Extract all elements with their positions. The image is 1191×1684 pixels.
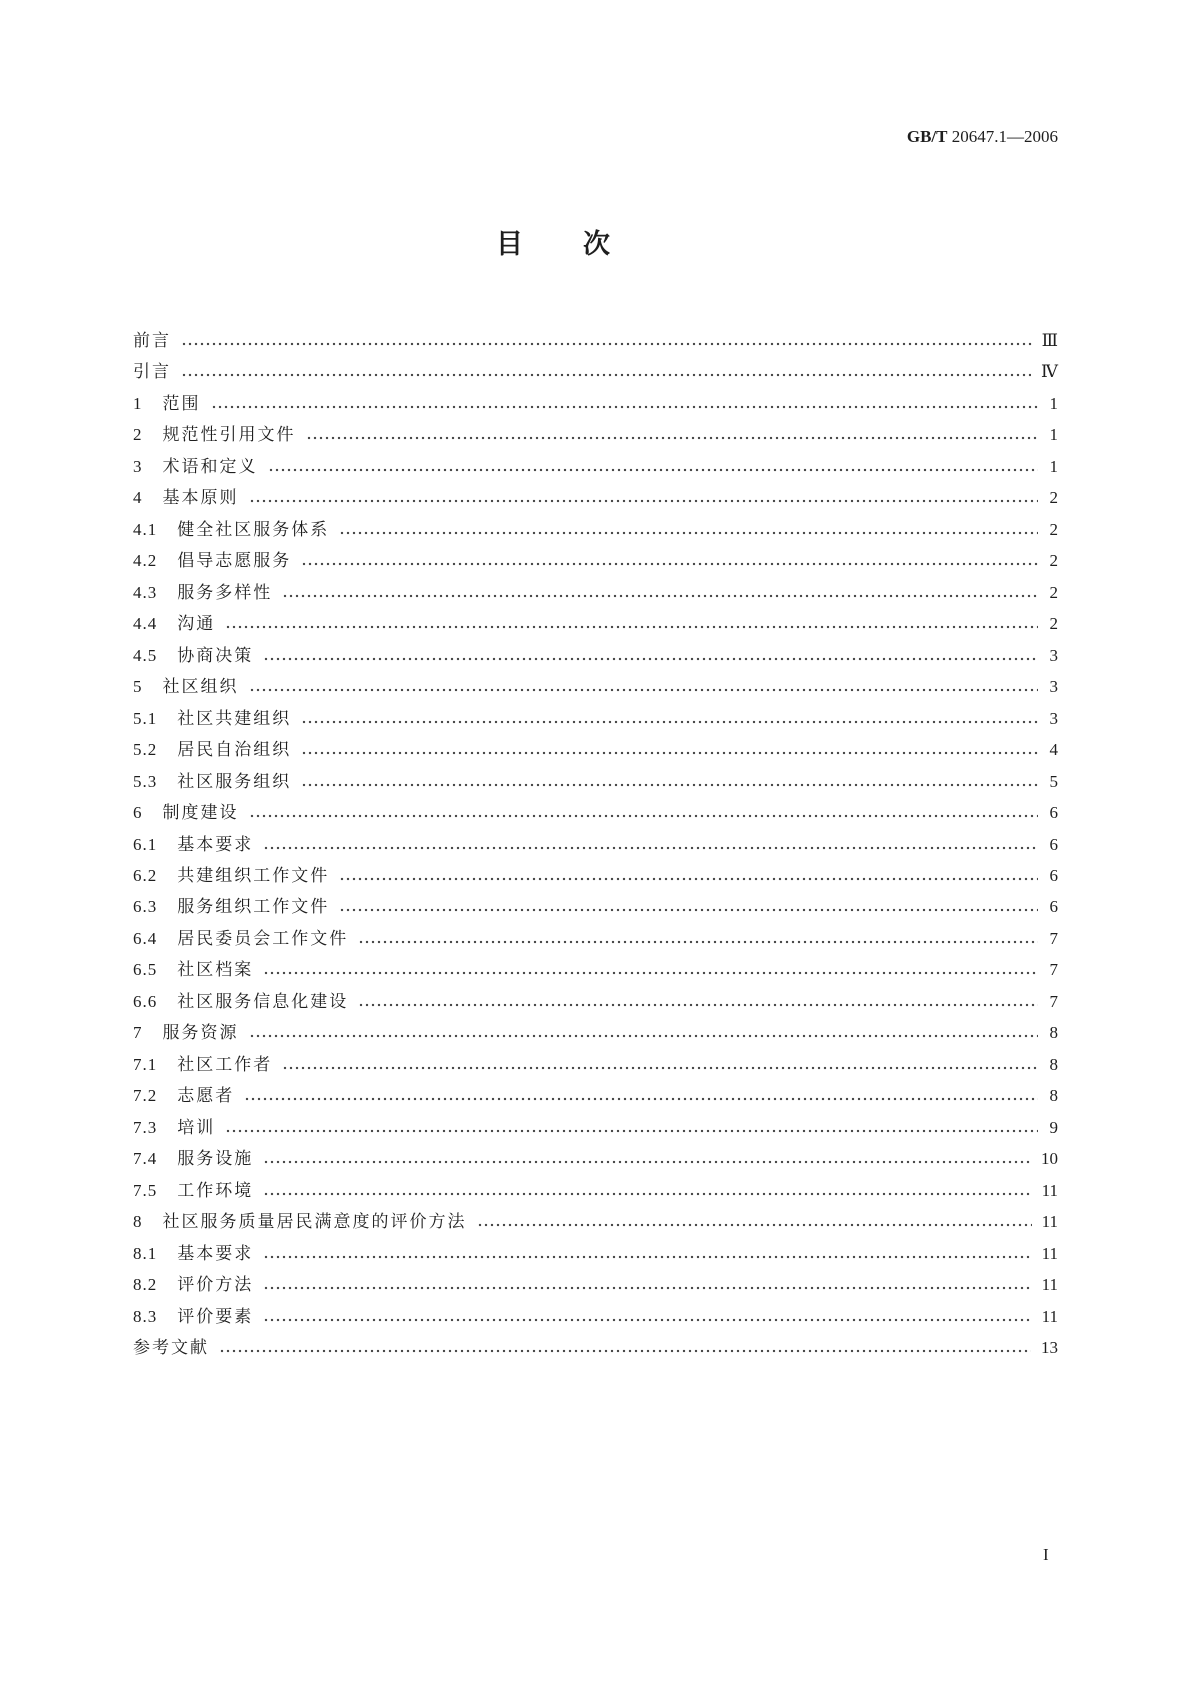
- toc-entry-page: 13: [1041, 1338, 1058, 1357]
- toc-entry-title: 规范性引用文件: [162, 425, 296, 445]
- toc-entry-page: 11: [1041, 1275, 1058, 1295]
- leader-dots: [225, 608, 1038, 639]
- leader-dots: [339, 514, 1038, 545]
- standard-code-number: 20647.1—2006: [947, 127, 1058, 146]
- toc-entry-page: 10: [1041, 1149, 1058, 1169]
- toc-entry: [133, 451, 1058, 482]
- toc-entry-number: 4.1: [133, 519, 158, 539]
- toc-entry-number: 7.1: [133, 1054, 158, 1074]
- toc-entry-title: 制度建设: [162, 803, 239, 823]
- toc-entry: [133, 829, 1058, 860]
- toc-entry-page: 11: [1041, 1180, 1058, 1200]
- toc-entry-page: 1: [1049, 393, 1058, 413]
- toc-entry: [133, 608, 1058, 639]
- toc-entry-page: 1: [1049, 456, 1058, 476]
- toc-entry-title: 共建组织工作文件: [177, 865, 330, 885]
- page-title-char: 目: [496, 229, 523, 260]
- toc-entry-page: 7: [1049, 928, 1058, 948]
- toc-entry-number: 4: [133, 488, 143, 508]
- leader-dots: [263, 829, 1038, 860]
- leader-dots: [181, 356, 1031, 387]
- toc-entry-page: Ⅲ: [1041, 331, 1058, 350]
- toc-entry-number: 6.2: [133, 865, 158, 885]
- toc-entry-title: 参考文献: [133, 1338, 209, 1357]
- toc-entry: [133, 1143, 1058, 1174]
- toc-entry: [133, 419, 1058, 450]
- toc-entry-title: 社区服务组织: [177, 771, 292, 791]
- toc-entry-title: 培训: [177, 1117, 216, 1137]
- toc-entry: [133, 1301, 1058, 1332]
- toc-entry-number: 6.1: [133, 834, 158, 854]
- toc-entry-title: 沟通: [177, 614, 216, 634]
- toc-entry: [133, 734, 1058, 765]
- toc-entry-number: 8: [133, 1212, 143, 1232]
- toc-entry-page: 6: [1049, 834, 1058, 854]
- toc-entry-number: 7.2: [133, 1086, 158, 1106]
- toc-entry: [133, 577, 1058, 608]
- leader-dots: [211, 388, 1039, 419]
- leader-dots: [282, 577, 1038, 608]
- toc-entry-title: 服务设施: [177, 1149, 254, 1169]
- toc-entry-page: 3: [1049, 708, 1058, 728]
- leader-dots: [249, 797, 1039, 828]
- leader-dots: [301, 703, 1038, 734]
- toc-entry-title: 服务组织工作文件: [177, 897, 330, 917]
- toc-entry-number: 8.1: [133, 1243, 158, 1263]
- leader-dots: [339, 860, 1038, 891]
- toc-entry-page: 2: [1049, 582, 1058, 602]
- toc-entry-title: 社区工作者: [177, 1054, 273, 1074]
- toc-entry-page: 1: [1049, 425, 1058, 445]
- toc-entry-page: 3: [1049, 645, 1058, 665]
- toc-entry: [133, 514, 1058, 545]
- leader-dots: [263, 1269, 1031, 1300]
- leader-dots: [181, 325, 1032, 356]
- toc-entry-page: 11: [1041, 1306, 1058, 1326]
- toc-entry: [133, 325, 1058, 356]
- toc-entry-title: 社区服务质量居民满意度的评价方法: [162, 1212, 467, 1232]
- toc-entry: [133, 891, 1058, 922]
- toc-entry-page: 6: [1049, 865, 1058, 885]
- toc-entry: [133, 1017, 1058, 1048]
- leader-dots: [244, 1080, 1038, 1111]
- toc-entry-page: 2: [1049, 488, 1058, 508]
- toc-entry: [133, 860, 1058, 891]
- leader-dots: [358, 923, 1038, 954]
- page-title-char: 次: [583, 229, 610, 260]
- toc-entry-title: 基本要求: [177, 1243, 254, 1263]
- toc-entry: [133, 388, 1058, 419]
- toc-entry-number: 5: [133, 677, 143, 697]
- toc-entry: [133, 1206, 1058, 1237]
- toc-entry-page: 2: [1049, 614, 1058, 634]
- toc-entry: [133, 703, 1058, 734]
- toc-list: [133, 325, 1058, 1363]
- toc-entry-title: 协商决策: [177, 645, 254, 665]
- leader-dots: [263, 954, 1038, 985]
- toc-entry-number: 2: [133, 425, 143, 445]
- leader-dots: [249, 1017, 1039, 1048]
- page-number: I: [1043, 1545, 1049, 1564]
- leader-dots: [477, 1206, 1032, 1237]
- toc-entry-page: 6: [1049, 897, 1058, 917]
- toc-entry-number: 6: [133, 803, 143, 823]
- toc-entry: [133, 1080, 1058, 1111]
- toc-entry: [133, 1112, 1058, 1143]
- toc-entry-number: 4.4: [133, 614, 158, 634]
- toc-entry-title: 术语和定义: [162, 456, 258, 476]
- toc-entry-title: 基本要求: [177, 834, 254, 854]
- toc-entry-number: 4.5: [133, 645, 158, 665]
- leader-dots: [263, 1143, 1031, 1174]
- toc-entry-page: 2: [1049, 519, 1058, 539]
- toc-entry-page: 6: [1049, 803, 1058, 823]
- toc-entry-page: 2: [1049, 551, 1058, 571]
- toc-entry-page: 4: [1049, 740, 1058, 760]
- toc-entry-page: 8: [1049, 1054, 1058, 1074]
- toc-entry-title: 社区服务信息化建设: [177, 991, 349, 1011]
- toc-entry-number: 7.3: [133, 1117, 158, 1137]
- toc-entry-title: 居民委员会工作文件: [177, 928, 349, 948]
- toc-entry-title: 工作环境: [177, 1180, 254, 1200]
- toc-entry-title: 社区组织: [162, 677, 239, 697]
- toc-entry-title: 评价方法: [177, 1275, 254, 1295]
- leader-dots: [263, 1175, 1031, 1206]
- toc-entry: [133, 954, 1058, 985]
- leader-dots: [301, 734, 1038, 765]
- leader-dots: [219, 1332, 1031, 1363]
- toc-entry-number: 7.4: [133, 1149, 158, 1169]
- leader-dots: [282, 1049, 1038, 1080]
- toc-entry-page: 7: [1049, 991, 1058, 1011]
- toc-entry-page: Ⅳ: [1041, 362, 1058, 382]
- toc-entry: [133, 986, 1058, 1017]
- toc-entry-title: 健全社区服务体系: [177, 519, 330, 539]
- toc-entry-title: 居民自治组织: [177, 740, 292, 760]
- toc-entry-page: 5: [1049, 771, 1058, 791]
- toc-entry-page: 8: [1049, 1086, 1058, 1106]
- toc-entry-title: 评价要素: [177, 1306, 254, 1326]
- leader-dots: [301, 545, 1038, 576]
- toc-entry-number: 5.2: [133, 740, 158, 760]
- toc-entry-number: 6.6: [133, 991, 158, 1011]
- toc-entry: [133, 797, 1058, 828]
- leader-dots: [263, 1301, 1031, 1332]
- toc-entry-title: 范围: [162, 393, 201, 413]
- toc-entry: [133, 1049, 1058, 1080]
- standard-code-prefix: GB/T: [906, 127, 948, 146]
- toc-entry: [133, 1238, 1058, 1269]
- toc-entry-title: 志愿者: [177, 1086, 235, 1106]
- toc-entry-number: 4.3: [133, 582, 158, 602]
- toc-entry-page: 9: [1049, 1117, 1058, 1137]
- toc-entry: [133, 482, 1058, 513]
- toc-entry-number: 7.5: [133, 1180, 158, 1200]
- toc-entry-title: 社区档案: [177, 960, 254, 980]
- toc-entry-title: 服务资源: [162, 1023, 239, 1043]
- leader-dots: [225, 1112, 1038, 1143]
- toc-entry-number: 1: [133, 393, 143, 413]
- leader-dots: [263, 640, 1038, 671]
- toc-entry-number: 4.2: [133, 551, 158, 571]
- toc-entry-title: 前言: [133, 331, 171, 350]
- toc-entry: [133, 545, 1058, 576]
- toc-entry: [133, 640, 1058, 671]
- leader-dots: [263, 1238, 1031, 1269]
- toc-entry: [133, 671, 1058, 702]
- toc-entry: [133, 356, 1058, 387]
- toc-entry-number: 6.4: [133, 928, 158, 948]
- toc-entry-title: 倡导志愿服务: [177, 551, 292, 571]
- toc-entry-title: 服务多样性: [177, 582, 273, 602]
- toc-entry-number: 5.3: [133, 771, 158, 791]
- toc-entry-number: 5.1: [133, 708, 158, 728]
- toc-entry-title: 引言: [133, 362, 171, 382]
- leader-dots: [358, 986, 1038, 1017]
- toc-entry: [133, 1269, 1058, 1300]
- toc-entry-number: 3: [133, 456, 143, 476]
- toc-entry: [133, 766, 1058, 797]
- toc-entry-page: 11: [1041, 1243, 1058, 1263]
- standard-code: [907, 125, 1058, 149]
- toc-entry: [133, 1175, 1058, 1206]
- toc-entry-number: 8.3: [133, 1306, 158, 1326]
- leader-dots: [306, 419, 1039, 450]
- leader-dots: [268, 451, 1039, 482]
- toc-entry-number: 6.5: [133, 960, 158, 980]
- toc-entry-title: 基本原则: [162, 488, 239, 508]
- leader-dots: [249, 482, 1039, 513]
- toc-entry-page: 3: [1049, 677, 1058, 697]
- toc-entry: [133, 1332, 1058, 1363]
- toc-entry-page: 8: [1049, 1023, 1058, 1043]
- toc-entry-page: 11: [1041, 1212, 1058, 1232]
- leader-dots: [249, 671, 1039, 702]
- toc-entry-page: 7: [1049, 960, 1058, 980]
- toc-entry-number: 8.2: [133, 1275, 158, 1295]
- leader-dots: [339, 891, 1038, 922]
- toc-entry: [133, 923, 1058, 954]
- leader-dots: [301, 766, 1038, 797]
- toc-entry-number: 7: [133, 1023, 143, 1043]
- toc-entry-title: 社区共建组织: [177, 708, 292, 728]
- toc-entry-number: 6.3: [133, 897, 158, 917]
